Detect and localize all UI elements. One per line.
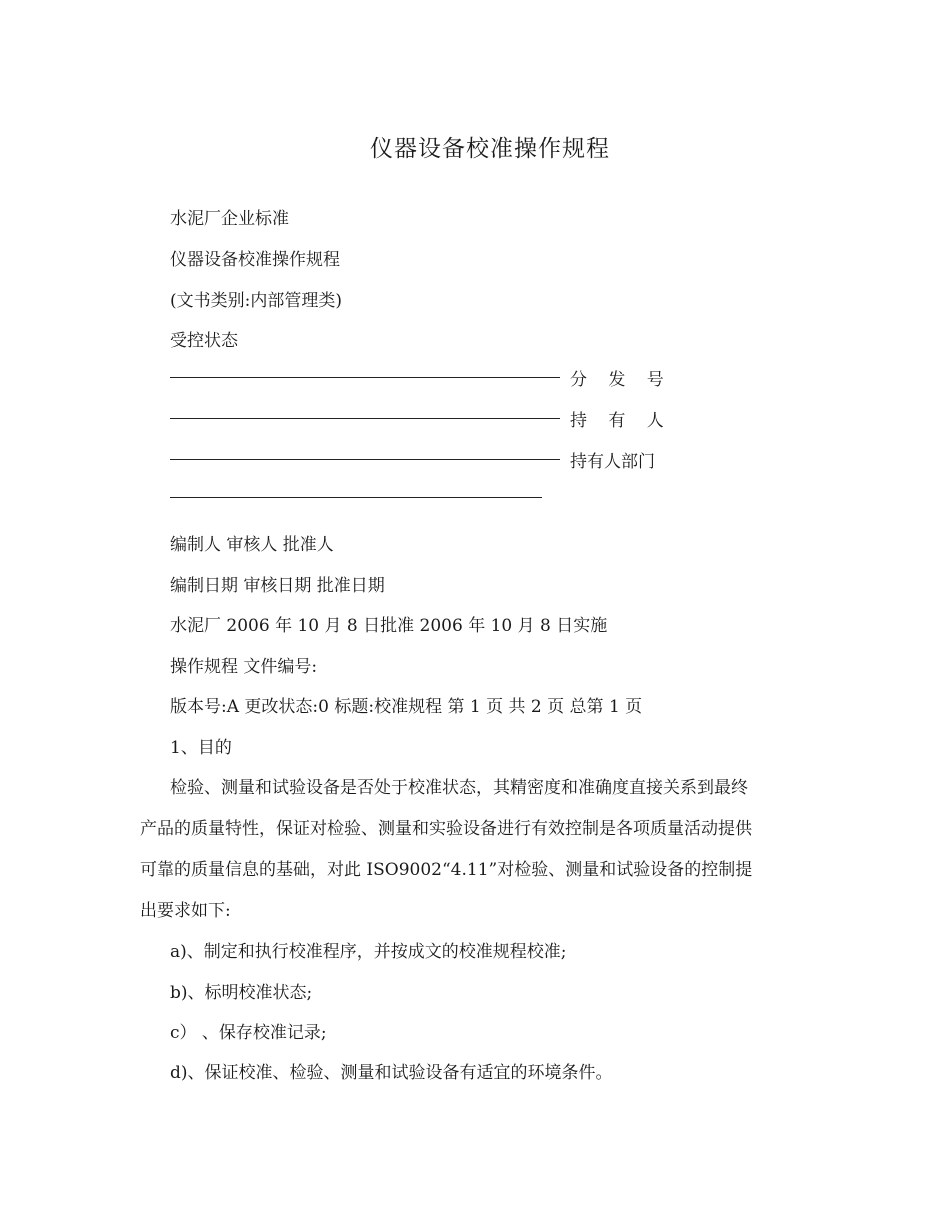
list-item: b)、标明校准状态; xyxy=(170,983,313,1003)
distribution-number-row xyxy=(170,366,672,388)
section-heading: 1、目的 xyxy=(170,738,232,758)
holder-row xyxy=(170,407,672,429)
distribution-number-label: 分 发 号 xyxy=(570,369,672,390)
approval-line: 水泥厂 2006 年 10 月 8 日批准 2006 年 10 月 8 日实施 xyxy=(170,616,608,636)
fill-in-rule xyxy=(170,459,560,460)
paragraph-line: 检验、测量和试验设备是否处于校准状态，其精密度和准确度直接关系到最终 xyxy=(170,778,748,798)
procedure-name: 仪器设备校准操作规程 xyxy=(170,250,340,270)
document-title: 仪器设备校准操作规程 xyxy=(370,136,610,162)
signatories-line: 编制人 审核人 批准人 xyxy=(170,535,334,555)
dates-line: 编制日期 审核日期 批准日期 xyxy=(170,576,385,596)
list-item: c） 、保存校准记录; xyxy=(170,1023,327,1043)
holder-label: 持 有 人 xyxy=(570,410,672,431)
fill-in-rule xyxy=(170,377,560,378)
fill-in-rule xyxy=(170,418,560,419)
holder-department-row xyxy=(170,448,655,470)
holder-department-label: 持有人部门 xyxy=(570,451,655,472)
document-category: (文书类别:内部管理类) xyxy=(170,291,342,311)
paragraph-line: 可靠的质量信息的基础，对此 ISO9002“4.11”对检验、测量和试验设备的控制提 xyxy=(140,860,753,880)
version-line: 版本号:A 更改状态:0 标题:校准规程 第 1 页 共 2 页 总第 1 页 xyxy=(170,697,643,717)
fill-in-rule xyxy=(170,497,542,498)
file-number-line: 操作规程 文件编号: xyxy=(170,657,318,677)
paragraph-line: 出要求如下: xyxy=(140,901,231,921)
standard-name: 水泥厂企业标准 xyxy=(170,209,289,229)
control-status-label: 受控状态 xyxy=(170,331,238,351)
list-item: a)、制定和执行校准程序，并按成文的校准规程校准; xyxy=(170,942,567,962)
paragraph-line: 产品的质量特性，保证对检验、测量和实验设备进行有效控制是各项质量活动提供 xyxy=(140,819,752,839)
list-item: d)、保证校准、检验、测量和试验设备有适宜的环境条件。 xyxy=(170,1063,613,1083)
